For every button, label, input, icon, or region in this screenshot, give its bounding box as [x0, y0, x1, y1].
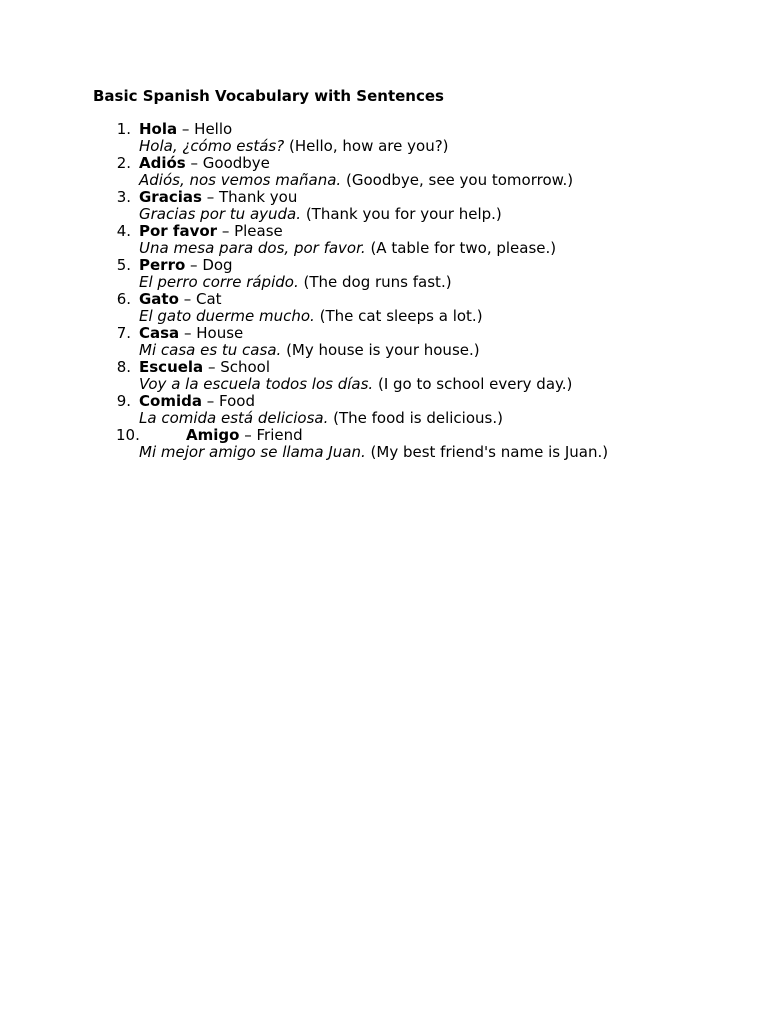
separator: –: [185, 256, 203, 274]
list-item: [0, 427, 768, 461]
english-meaning: Goodbye: [202, 154, 270, 172]
spanish-word: Hola: [139, 120, 178, 138]
spanish-sentence: La comida está deliciosa.: [139, 409, 329, 427]
english-translation: (Goodbye, see you tomorrow.): [345, 171, 574, 189]
item-number: 1.: [116, 120, 131, 138]
english-meaning: Thank you: [218, 188, 298, 206]
spanish-word: Casa: [139, 324, 180, 342]
separator: –: [217, 222, 235, 240]
spanish-word: Escuela: [139, 358, 204, 376]
list-item: [0, 325, 768, 359]
separator: –: [239, 426, 257, 444]
list-item: [0, 393, 768, 427]
separator: –: [201, 392, 219, 410]
spanish-sentence: El gato duerme mucho.: [139, 307, 315, 325]
spanish-sentence: Gracias por tu ayuda.: [139, 205, 302, 223]
word-line: [139, 121, 232, 138]
item-number: 9.: [116, 392, 131, 410]
separator: –: [178, 290, 196, 308]
spanish-sentence: Una mesa para dos, por favor.: [139, 239, 366, 257]
separator: –: [177, 120, 195, 138]
english-meaning: Please: [234, 222, 283, 240]
sentence-line: [139, 240, 556, 257]
sentence-line: [139, 172, 573, 189]
english-meaning: Cat: [195, 290, 222, 308]
item-number: 5.: [116, 256, 131, 274]
item-number: 10.: [116, 426, 140, 444]
sentence-line: [139, 308, 483, 325]
list-item: [0, 189, 768, 223]
spanish-word: Gato: [139, 290, 179, 308]
spanish-sentence: El perro corre rápido.: [139, 273, 299, 291]
list-item: [0, 223, 768, 257]
english-meaning: House: [196, 324, 244, 342]
spanish-sentence: Mi casa es tu casa.: [139, 341, 282, 359]
word-line: [139, 359, 270, 376]
list-item: [0, 359, 768, 393]
english-translation: (The dog runs fast.): [303, 273, 452, 291]
english-translation: (A table for two, please.): [370, 239, 557, 257]
item-number: 4.: [116, 222, 131, 240]
english-meaning: Dog: [202, 256, 233, 274]
word-line: [139, 223, 283, 240]
spanish-word: Gracias: [139, 188, 202, 206]
english-translation: (My best friend's name is Juan.): [370, 443, 609, 461]
spanish-word: Comida: [139, 392, 202, 410]
sentence-line: [139, 342, 480, 359]
word-line: [186, 427, 303, 444]
word-line: [139, 291, 222, 308]
list-item: [0, 121, 768, 155]
english-meaning: Food: [219, 392, 255, 410]
list-item: [0, 257, 768, 291]
spanish-word: Adiós: [139, 154, 186, 172]
spanish-word: Por favor: [139, 222, 218, 240]
list-item: [0, 291, 768, 325]
sentence-line: [139, 206, 502, 223]
item-number: 3.: [116, 188, 131, 206]
word-line: [139, 325, 243, 342]
word-line: [139, 189, 297, 206]
english-meaning: Hello: [194, 120, 233, 138]
list-item: [0, 155, 768, 189]
sentence-line: [139, 138, 449, 155]
english-meaning: Friend: [256, 426, 303, 444]
sentence-line: [139, 444, 608, 461]
sentence-line: [139, 274, 452, 291]
word-line: [139, 155, 270, 172]
spanish-sentence: Adiós, nos vemos mañana.: [139, 171, 342, 189]
spanish-sentence: Hola, ¿cómo estás?: [139, 137, 285, 155]
spanish-word: Amigo: [186, 426, 240, 444]
document-title: Basic Spanish Vocabulary with Sentences: [93, 87, 444, 105]
english-meaning: School: [220, 358, 271, 376]
word-line: [139, 393, 255, 410]
word-line: [139, 257, 233, 274]
vocabulary-list: [0, 121, 768, 461]
item-number: 6.: [116, 290, 131, 308]
item-number: 8.: [116, 358, 131, 376]
english-translation: (Hello, how are you?): [288, 137, 449, 155]
separator: –: [203, 358, 221, 376]
spanish-word: Perro: [139, 256, 186, 274]
english-translation: (My house is your house.): [286, 341, 480, 359]
spanish-sentence: Mi mejor amigo se llama Juan.: [139, 443, 366, 461]
item-number: 7.: [116, 324, 131, 342]
spanish-sentence: Voy a la escuela todos los días.: [139, 375, 374, 393]
separator: –: [185, 154, 203, 172]
separator: –: [179, 324, 197, 342]
separator: –: [201, 188, 219, 206]
sentence-line: [139, 410, 503, 427]
sentence-line: [139, 376, 572, 393]
english-translation: (I go to school every day.): [377, 375, 573, 393]
english-translation: (The food is delicious.): [333, 409, 503, 427]
english-translation: (The cat sleeps a lot.): [319, 307, 483, 325]
english-translation: (Thank you for your help.): [305, 205, 502, 223]
item-number: 2.: [116, 154, 131, 172]
